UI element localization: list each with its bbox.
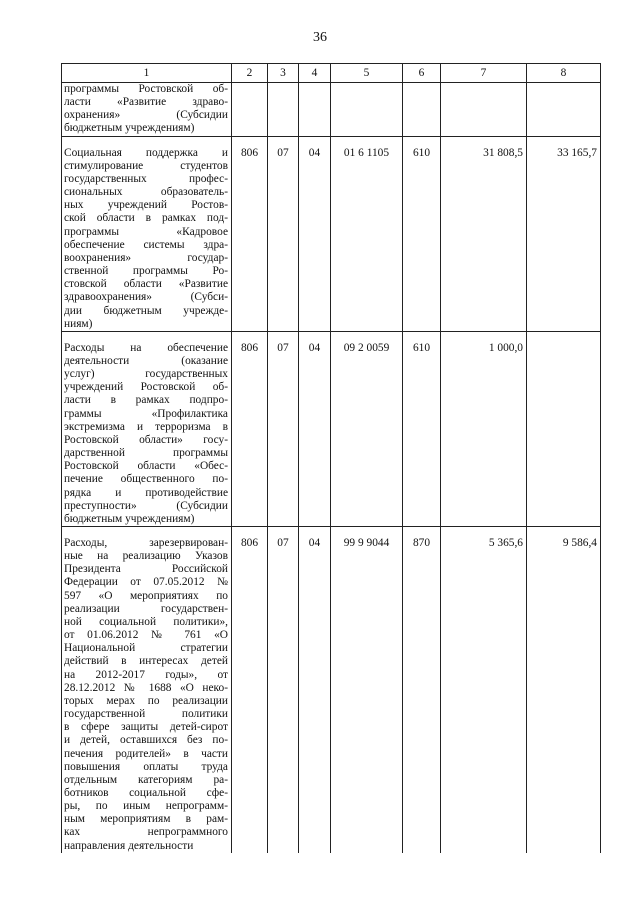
description-line: в сфере защиты детей-сирот	[64, 721, 228, 734]
cell-expense-type: 610	[403, 342, 441, 527]
description-line: стимулирование студентов	[64, 159, 228, 172]
description-line: ласти в рамках подпро-	[64, 394, 228, 407]
description-line: граммы «Профилактика	[64, 407, 228, 420]
description-line: отдельным категориям ра-	[64, 773, 228, 786]
description-line: воохранения» государ-	[64, 251, 228, 264]
description-line: Федерации от 07.05.2012 №	[64, 576, 228, 589]
description-line: и детей, оставшихся без по-	[64, 734, 228, 747]
header-cell: 4	[299, 64, 331, 83]
description-line: экстремизма и терроризма в	[64, 420, 228, 433]
description-line: ственной программы Ро-	[64, 265, 228, 278]
spacer-cell	[268, 331, 299, 342]
description-line: ры, по иным непрограмм-	[64, 800, 228, 813]
cell-amount-year1	[441, 83, 527, 137]
cell-section: 07	[268, 537, 299, 853]
description-line: повышения оплаты труда	[64, 760, 228, 773]
cell-expense-type: 870	[403, 537, 441, 853]
header-cell: 2	[232, 64, 268, 83]
description-line: ных учреждений Ростов-	[64, 199, 228, 212]
description-line: ботников социальной сфе-	[64, 786, 228, 799]
description-line: стовской области «Развитие	[64, 278, 228, 291]
description-line: преступности» (Субсидии	[64, 499, 228, 512]
spacer-cell	[232, 331, 268, 342]
table-row	[62, 147, 601, 332]
spacer-cell	[527, 331, 601, 342]
description-line: Национальной стратегии	[64, 642, 228, 655]
cell-amount-year1: 1 000,0	[441, 342, 527, 527]
cell-chapter: 806	[232, 537, 268, 853]
spacer-cell	[299, 136, 331, 147]
description-line: охранения» (Субсидии	[64, 109, 228, 122]
cell-chapter: 806	[232, 342, 268, 527]
table-body	[62, 83, 601, 853]
table-row	[62, 537, 601, 853]
description-line: государственной политики	[64, 708, 228, 721]
header-cell: 1	[62, 64, 232, 83]
cell-expense-type: 610	[403, 147, 441, 332]
table-row	[62, 83, 601, 137]
cell-amount-year2: 9 586,4	[527, 537, 601, 853]
page-number: 36	[313, 30, 327, 45]
description-line: ках непрограммного	[64, 826, 228, 839]
spacer-cell	[331, 527, 403, 538]
description-line: ные на реализацию Указов	[64, 550, 228, 563]
description-line: 597 «О мероприятиях по	[64, 589, 228, 602]
description-line: программы «Кадровое	[64, 225, 228, 238]
spacer-cell	[62, 136, 232, 147]
description-line: бюджетным учреждениям)	[64, 512, 195, 525]
description-line: на 2012-2017 годы», от	[64, 668, 228, 681]
description-line: дарственной программы	[64, 447, 228, 460]
cell-subsection: 04	[299, 342, 331, 527]
description-line: Социальная поддержка и	[64, 146, 228, 159]
row-description	[62, 537, 232, 853]
spacer-cell	[527, 136, 601, 147]
spacer-cell	[268, 527, 299, 538]
description-line: рядка и противодействие	[64, 486, 228, 499]
row-description	[62, 342, 232, 527]
cell-chapter	[232, 83, 268, 137]
spacer-cell	[62, 527, 232, 538]
spacer-cell	[403, 527, 441, 538]
cell-section: 07	[268, 147, 299, 332]
description-line: Президента Российской	[64, 563, 228, 576]
header-cell: 7	[441, 64, 527, 83]
cell-amount-year1: 31 808,5	[441, 147, 527, 332]
spacer-cell	[299, 527, 331, 538]
description-line: дии бюджетным учрежде-	[64, 304, 228, 317]
description-line: направления деятельности	[64, 839, 194, 852]
description-line: печение общественного по-	[64, 473, 228, 486]
description-line: торых мерах по реализации	[64, 694, 228, 707]
row-spacer	[62, 136, 601, 147]
description-line: 28.12.2012 № 1688 «О неко-	[64, 681, 228, 694]
description-line: государственных профес-	[64, 172, 228, 185]
cell-target-article: 01 6 1105	[331, 147, 403, 332]
cell-amount-year2	[527, 83, 601, 137]
description-line: здравоохранения» (Субси-	[64, 291, 228, 304]
spacer-cell	[527, 527, 601, 538]
cell-expense-type	[403, 83, 441, 137]
description-line: ской области в рамках под-	[64, 212, 228, 225]
header-cell: 6	[403, 64, 441, 83]
spacer-cell	[299, 331, 331, 342]
description-line: действий в интересах детей	[64, 655, 228, 668]
header-cell: 8	[527, 64, 601, 83]
cell-subsection: 04	[299, 537, 331, 853]
cell-section: 07	[268, 342, 299, 527]
cell-amount-year1: 5 365,6	[441, 537, 527, 853]
header-cell: 5	[331, 64, 403, 83]
description-line: ным мероприятиям в рам-	[64, 813, 228, 826]
cell-subsection	[299, 83, 331, 137]
description-line: ласти «Развитие здраво-	[64, 96, 228, 109]
description-line: от 01.06.2012 № 761 «О	[64, 629, 228, 642]
spacer-cell	[441, 331, 527, 342]
description-line: Ростовской области» госу-	[64, 433, 228, 446]
description-line: ниям)	[64, 317, 93, 330]
cell-target-article: 09 2 0059	[331, 342, 403, 527]
description-line: ной социальной политики»,	[64, 615, 228, 628]
cell-amount-year2: 33 165,7	[527, 147, 601, 332]
row-spacer	[62, 331, 601, 342]
row-description	[62, 147, 232, 332]
cell-target-article	[331, 83, 403, 137]
cell-chapter: 806	[232, 147, 268, 332]
spacer-cell	[441, 136, 527, 147]
spacer-cell	[403, 136, 441, 147]
spacer-cell	[403, 331, 441, 342]
header-cell: 3	[268, 64, 299, 83]
description-line: учреждений Ростовской об-	[64, 381, 228, 394]
cell-amount-year2	[527, 342, 601, 527]
description-line: Расходы на обеспечение	[64, 341, 228, 354]
spacer-cell	[232, 136, 268, 147]
spacer-cell	[331, 331, 403, 342]
cell-subsection: 04	[299, 147, 331, 332]
description-line: реализации государствен-	[64, 602, 228, 615]
description-line: Ростовской области «Обес-	[64, 460, 228, 473]
table-row	[62, 342, 601, 527]
spacer-cell	[268, 136, 299, 147]
description-line: услуг) государственных	[64, 368, 228, 381]
description-line: обеспечение системы здра-	[64, 238, 228, 251]
row-description	[62, 83, 232, 137]
spacer-cell	[441, 527, 527, 538]
description-line: деятельности (оказание	[64, 354, 228, 367]
description-line: программы Ростовской об-	[64, 83, 228, 95]
description-line: печения родителей» в части	[64, 747, 228, 760]
cell-target-article: 99 9 9044	[331, 537, 403, 853]
row-spacer	[62, 527, 601, 538]
description-line: бюджетным учреждениям)	[64, 122, 195, 135]
description-line: Расходы, зарезервирован-	[64, 537, 228, 549]
spacer-cell	[232, 527, 268, 538]
spacer-cell	[62, 331, 232, 342]
spacer-cell	[331, 136, 403, 147]
cell-section	[268, 83, 299, 137]
table-header-row	[62, 64, 601, 83]
description-line: сиональных образователь-	[64, 186, 228, 199]
budget-table	[61, 63, 601, 853]
